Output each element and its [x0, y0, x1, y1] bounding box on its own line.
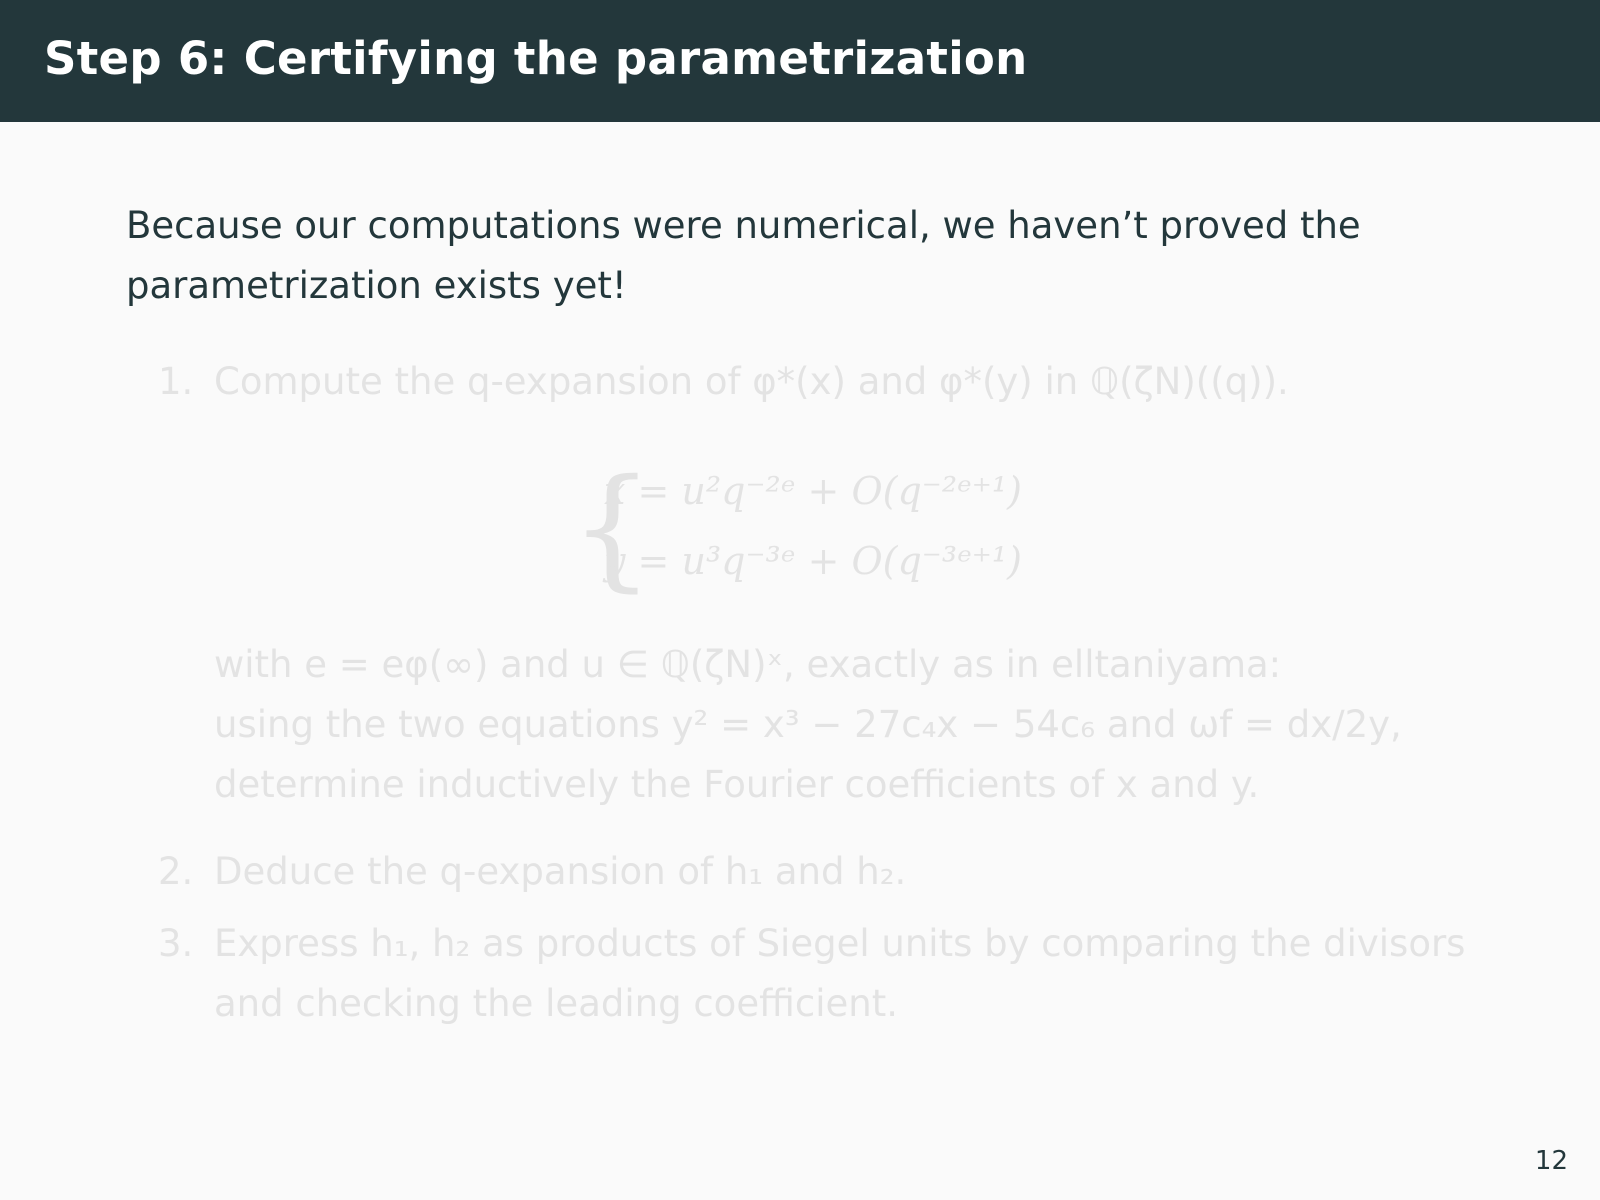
- list-item-2: [158, 842, 906, 902]
- list-item-1-continuation-1: with e = eφ(∞) and u ∈ ℚ(ζN)ˣ, exactly as in elltaniyama:: [214, 643, 1282, 686]
- page-number: 12: [1534, 1146, 1568, 1176]
- list-item-1-continuation-2: using the two equations y² = x³ − 27c₄x − 54c₆ and ωf = dx/2y,: [214, 703, 1402, 746]
- list-item-1-continuation-3: determine inductively the Fourier coefficients of x and y.: [214, 763, 1260, 806]
- equation-y: y = u³q⁻³ᵉ + O(q⁻³ᵉ⁺¹): [604, 539, 1022, 583]
- equation-brace: {: [570, 451, 654, 605]
- slide-title: Step 6: Certifying the parametrization: [44, 32, 1028, 85]
- list-item-1: [158, 352, 1289, 412]
- list-item-3-number: 3.: [158, 922, 194, 965]
- list-item-2-text: Deduce the q-expansion of h₁ and h₂.: [214, 850, 907, 893]
- intro-paragraph: Because our computations were numerical, we haven’t proved the parametrization exists yet!: [126, 204, 1361, 307]
- list-item-2-number: 2.: [158, 850, 194, 893]
- list-item-3-text: Express h₁, h₂ as products of Siegel units by comparing the divisors: [214, 922, 1466, 965]
- list-item-3: [158, 914, 1465, 974]
- equation-x: x = u²q⁻²ᵉ + O(q⁻²ᵉ⁺¹): [604, 469, 1022, 513]
- list-item-3-continuation: and checking the leading coefficient.: [214, 982, 898, 1025]
- list-item-1-number: 1.: [158, 360, 194, 403]
- slide-header: [0, 0, 1600, 122]
- list-item-1-text: Compute the q-expansion of φ*(x) and φ*(y) in ℚ(ζN)((q)).: [214, 360, 1289, 403]
